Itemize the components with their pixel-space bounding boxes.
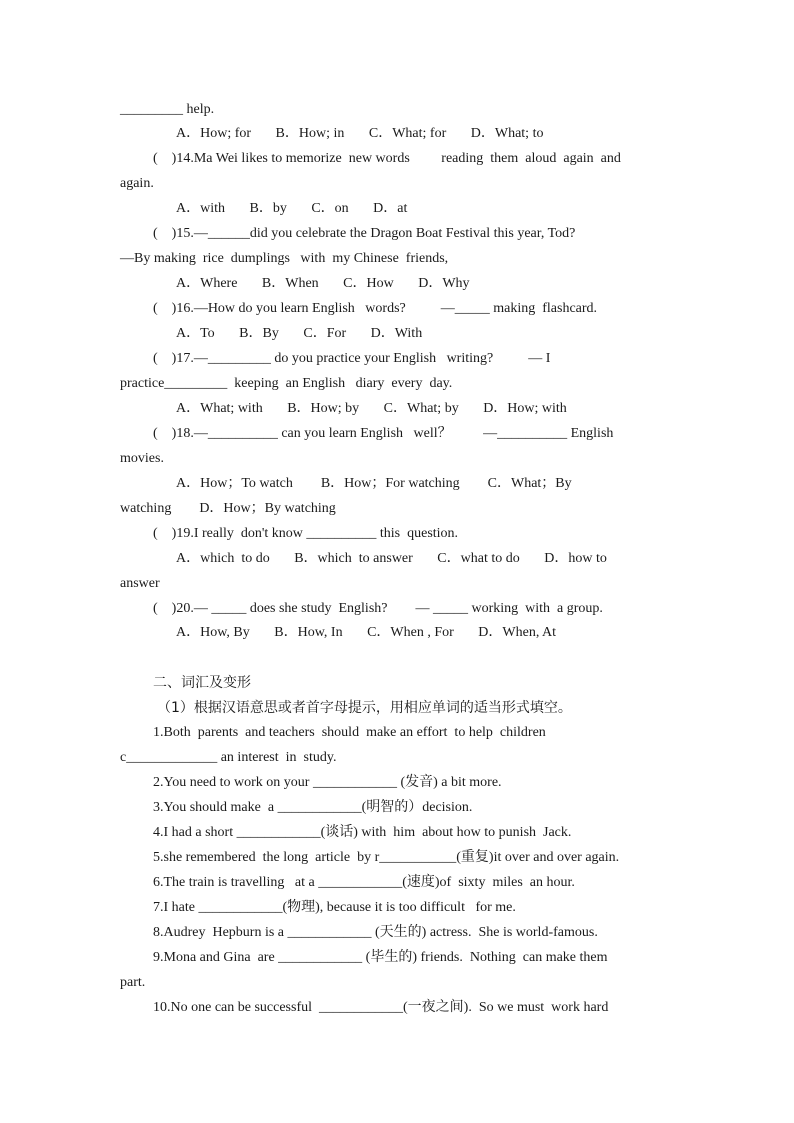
q15-options: A．Where B．When C．How D．Why <box>176 276 470 291</box>
q19-stem: ( )19.I really don't know __________ this question. <box>153 526 459 541</box>
q18-stem-continuation: movies. <box>120 451 164 466</box>
q20-stem: ( )20.— _____ does she study English? — _____ working with a group. <box>153 601 603 616</box>
q14-stem-continuation: again. <box>120 176 154 191</box>
q20-options: A．How, By B．How, In C．When , For D．When, At <box>176 625 557 640</box>
vocab-item-9-continuation: part. <box>120 975 146 990</box>
q17-stem-continuation: practice_________ keeping an English diary every day. <box>120 376 453 391</box>
vocab-item-3: 3.You should make a ____________(明智的）decision. <box>153 800 473 815</box>
vocab-item-5: 5.she remembered the long article by r___________(重复)it over and over again. <box>153 850 620 865</box>
q14-stem: ( )14.Ma Wei likes to memorize new words reading them aloud again and <box>153 151 621 166</box>
vocab-item-4: 4.I had a short ____________(谈话) with him about how to punish Jack. <box>153 825 572 840</box>
q16-options: A．To B．By C．For D．With <box>176 326 423 341</box>
q18-options: A．How；To watch B．How；For watching C．What；By <box>176 476 572 491</box>
vocab-item-10: 10.No one can be successful ____________(一夜之间). So we must work hard <box>153 1000 609 1015</box>
vocab-item-1: 1.Both parents and teachers should make an effort to help children <box>153 725 546 740</box>
q19-options: A．which to do B．which to answer C．what to do D．how to <box>176 551 607 566</box>
vocab-item-8: 8.Audrey Hepburn is a ____________ (天生的) actress. She is world-famous. <box>153 925 598 940</box>
q18-options-continuation: watching D．How；By watching <box>120 501 336 516</box>
q15-stem: ( )15.—______did you celebrate the Dragon Boat Festival this year, Tod? <box>153 226 576 241</box>
q14-options: A．with B．by C．on D．at <box>176 201 408 216</box>
vocab-item-9: 9.Mona and Gina are ____________ (毕生的) friends. Nothing can make them <box>153 950 608 965</box>
q18-stem: ( )18.—__________ can you learn English well？ —__________ English <box>153 426 614 441</box>
q17-options: A．What; with B．How; by C．What; by D．How; with <box>176 401 567 416</box>
q13-continuation: _________ help. <box>120 102 215 117</box>
q17-stem: ( )17.—_________ do you practice your English writing? — I <box>153 351 551 366</box>
section-heading: 二、词汇及变形 <box>153 675 251 691</box>
vocab-item-6: 6.The train is travelling at a ____________(速度)of sixty miles an hour. <box>153 875 575 890</box>
section-instruction: （1）根据汉语意思或者首字母提示，用相应单词的适当形式填空。 <box>157 700 572 716</box>
q19-options-continuation: answer <box>120 576 160 591</box>
vocab-item-2: 2.You need to work on your ____________ (发音) a bit more. <box>153 775 502 790</box>
vocab-item-1-continuation: c_____________ an interest in study. <box>120 750 337 765</box>
q16-stem: ( )16.—How do you learn English words? —_____ making flashcard. <box>153 301 598 316</box>
vocab-item-7: 7.I hate ____________(物理), because it is too difficult for me. <box>153 900 516 915</box>
q15-answer-line: —By making rice dumplings with my Chinese friends, <box>120 251 449 266</box>
q13-options: A．How; for B．How; in C．What; for D．What; to <box>176 126 544 141</box>
